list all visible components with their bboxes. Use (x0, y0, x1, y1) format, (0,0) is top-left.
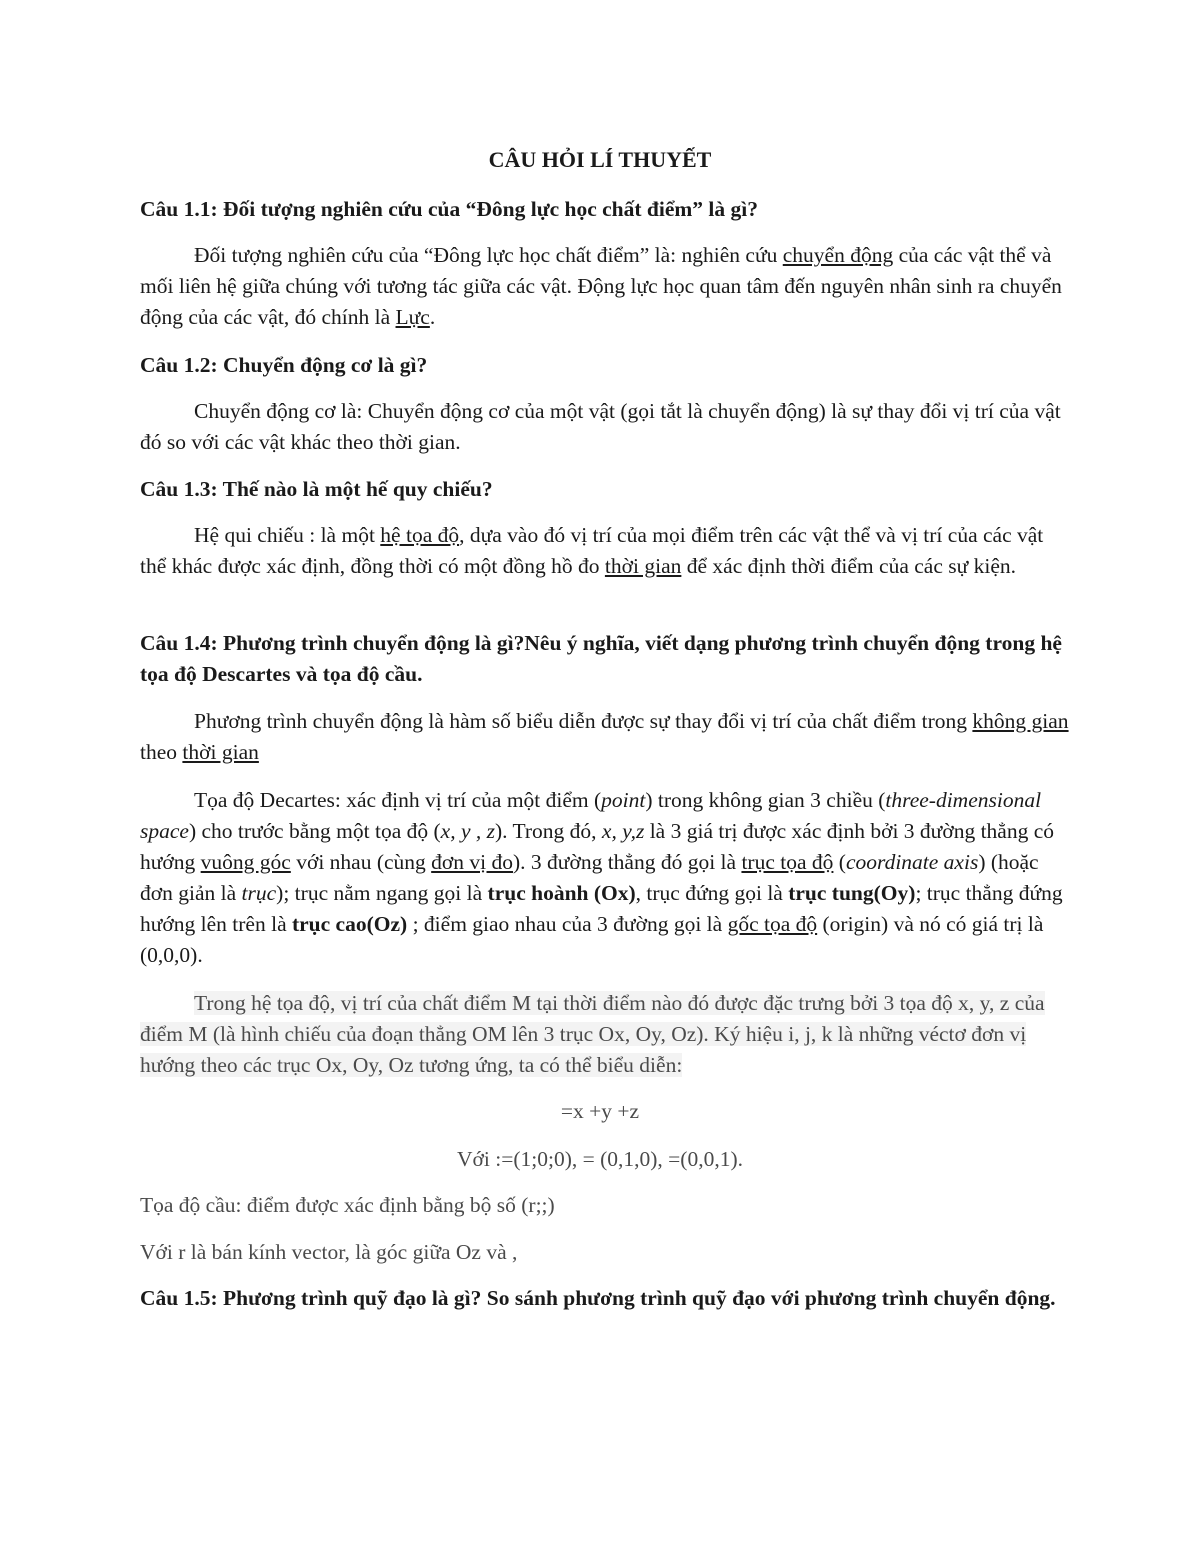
link-thoi-gian-2[interactable]: thời gian (182, 740, 259, 764)
equation-position-vector: =x +y +z (560, 1099, 640, 1123)
question-1-4-paragraph-1: Phương trình chuyển động là hàm số biểu diễn được sự thay đổi vị trí của chất điểm trong không gian theo thời gian (140, 709, 1069, 764)
question-1-1-answer: Đối tượng nghiên cứu của “Đông lực học chất điểm” là: nghiên cứu chuyển động của các vật thể và mối liên hệ giữa chúng với tương tác giữa các vật. Động lực học quan tâm đến nguyên nhân sinh ra chuyển động của các vật, đó chính là Lực. (140, 243, 1062, 329)
link-thoi-gian[interactable]: thời gian (604, 554, 682, 578)
question-1-5-heading: Câu 1.5: Phương trình quỹ đạo là gì? So sánh phương trình quỹ đạo với phương trình chuyển động. (140, 1286, 1056, 1310)
question-1-4-paragraph-descartes: Tọa độ Decartes: xác định vị trí của một điểm (point) trong không gian 3 chiều (three-dimensional space) cho trước bằng một tọa độ (x, y , z). Trong đó, x, y,z là 3 giá trị được xác định bởi 3 đường thẳng có hướng vuông góc với nhau (cùng đơn vị đo). 3 đường thẳng đó gọi là trục tọa độ (coordinate axis) (hoặc đơn giản là trục); trục nằm ngang gọi là trục hoành (Ox), trục đứng gọi là trục tung(Oy); trục thẳng đứng hướng lên trên là trục cao(Oz) ; điểm giao nhau của 3 đường gọi là gốc tọa độ (origin) và nó có giá trị là (0,0,0). (140, 788, 1063, 967)
link-luc[interactable]: Lực (395, 305, 430, 329)
link-chuyen-dong[interactable]: chuyển động (782, 243, 894, 267)
question-1-2-heading: Câu 1.2: Chuyển động cơ là gì? (140, 353, 428, 377)
question-1-3-answer: Hệ qui chiếu : là một hệ tọa độ, dựa vào đó vị trí của mọi điểm trên các vật thể và vị trí của các vật thể khác được xác định, đồng thời có một đồng hồ đo thời gian để xác định thời điểm của các sự kiện. (140, 523, 1044, 578)
question-1-1-heading: Câu 1.1: Đối tượng nghiên cứu của “Đông lực học chất điểm” là gì? (140, 197, 758, 221)
link-he-toa-do[interactable]: hệ tọa độ (380, 523, 460, 547)
page-title: CÂU HỎI LÍ THUYẾT (488, 147, 712, 172)
question-1-3-heading: Câu 1.3: Thế nào là một hế quy chiếu? (140, 477, 493, 501)
link-vuong-goc[interactable]: vuông góc (200, 850, 291, 874)
link-goc-toa-do[interactable]: gốc tọa độ (727, 912, 818, 936)
question-1-4-heading: Câu 1.4: Phương trình chuyển động là gì?Nêu ý nghĩa, viết dạng phương trình chuyển động trong hệ tọa độ Descartes và tọa độ cầu. (140, 631, 1062, 686)
link-khong-gian[interactable]: không gian (972, 709, 1069, 733)
question-1-4-paragraph-vector: Trong hệ tọa độ, vị trí của chất điểm M tại thời điểm nào đó được đặc trưng bởi 3 tọa độ x, y, z của điểm M (là hình chiếu của đoạn thẳng OM lên 3 trục Ox, Oy, Oz). Ký hiệu i, j, k là những véctơ đơn vị hướng theo các trục Ox, Oy, Oz tương ứng, ta có thể biểu diễn: (140, 991, 1045, 1077)
link-truc-toa-do[interactable]: trục tọa độ (741, 850, 834, 874)
link-don-vi-do[interactable]: đơn vị đo (431, 850, 514, 874)
spherical-coordinates-line: Tọa độ cầu: điểm được xác định bằng bộ số (r;;) (140, 1193, 555, 1217)
question-1-2-answer: Chuyển động cơ là: Chuyển động cơ của một vật (gọi tắt là chuyển động) là sự thay đổi vị trí của vật đó so với các vật khác theo thời gian. (140, 399, 1061, 454)
spherical-radius-line: Với r là bán kính vector, là góc giữa Oz và , (140, 1240, 518, 1264)
equation-unit-vectors: Với :=(1;0;0), = (0,1,0), =(0,0,1). (457, 1147, 743, 1171)
